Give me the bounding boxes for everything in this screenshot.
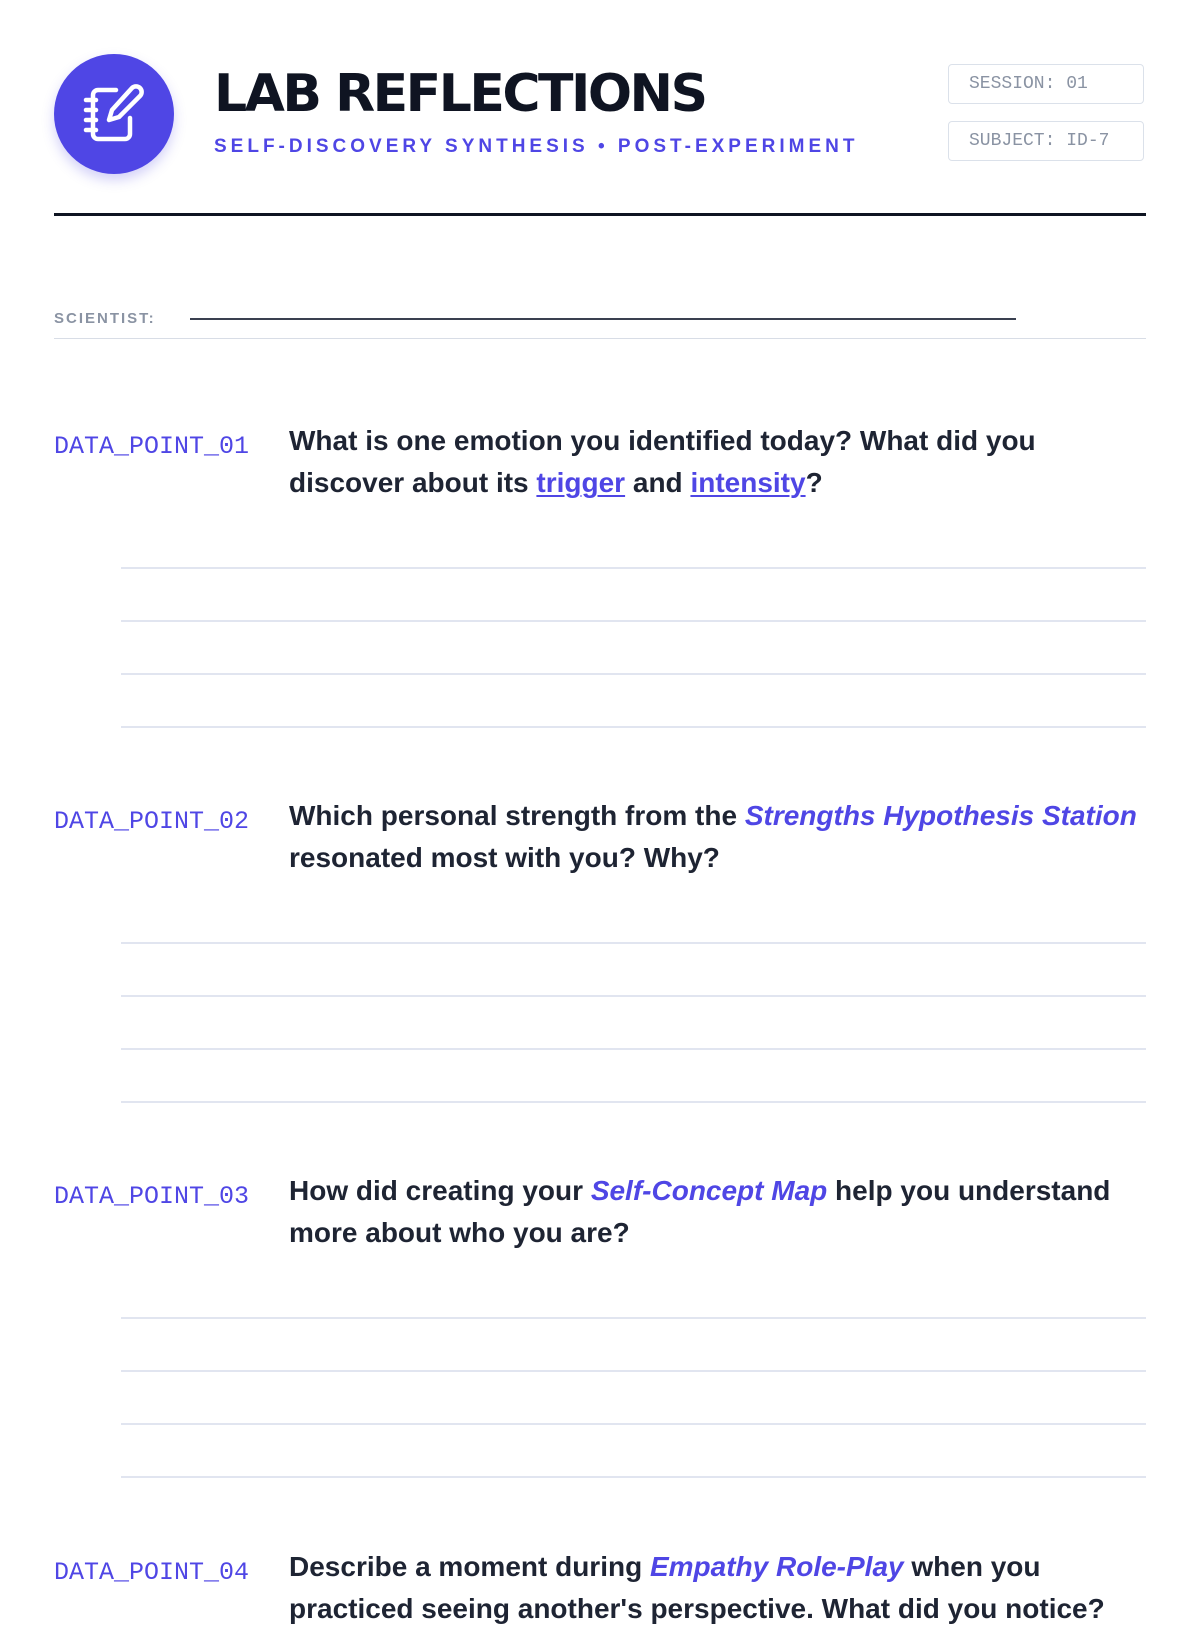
question-text-segment: Describe a moment during [289,1551,650,1582]
logo-badge [54,54,174,174]
answer-line[interactable] [121,567,1146,569]
activity-name: Strengths Hypothesis Station [744,800,1137,831]
header [54,54,1146,214]
answer-line[interactable] [121,1370,1146,1372]
answer-line[interactable] [121,1048,1146,1050]
page-title: LAB REFLECTIONS [214,64,706,124]
page-subtitle: SELF-DISCOVERY SYNTHESIS • POST-EXPERIMENT [214,136,859,157]
data-point-label: DATA_POINT_04 [54,1558,250,1587]
question-text-segment: ? [805,467,823,498]
question-text-segment: resonated most with you? Why? [289,842,720,873]
question-text [289,420,1146,504]
question-text-segment: when you practiced seeing another's perspective. What did you notice? [289,1551,1105,1624]
question-text [289,1546,1146,1630]
activity-name: Empathy Role-Play [649,1551,904,1582]
answer-line[interactable] [121,1423,1146,1425]
data-point-label: DATA_POINT_02 [54,807,250,836]
answer-line[interactable] [121,620,1146,622]
key-term: trigger [536,467,626,498]
data-point-label: DATA_POINT_01 [54,432,250,461]
scientist-label: SCIENTIST: [54,310,156,327]
subject-field[interactable]: SUBJECT: ID-7 [948,121,1144,161]
answer-line[interactable] [121,1476,1146,1478]
question-text-segment: What is one emotion you identified today? What did you discover about its [289,425,1036,498]
key-term: intensity [690,467,806,498]
question-text-segment: How did creating your [289,1175,591,1206]
question-text-segment: Which personal strength from the [289,800,745,831]
session-field[interactable]: SESSION: 01 [948,64,1144,104]
answer-line[interactable] [121,726,1146,728]
scientist-row [54,300,1146,339]
data-point-label: DATA_POINT_03 [54,1182,250,1211]
question-text [289,795,1146,879]
header-divider [54,213,1146,216]
question-text-segment: help you understand more about who you are? [289,1175,1111,1248]
answer-line[interactable] [121,673,1146,675]
scientist-name-line[interactable] [190,318,1016,320]
activity-name: Self-Concept Map [590,1175,828,1206]
answer-line[interactable] [121,995,1146,997]
question-text-segment: and [625,467,691,498]
notebook-pen-icon [82,82,146,146]
worksheet-page [54,0,1146,1624]
answer-line[interactable] [121,1317,1146,1319]
answer-line[interactable] [121,1101,1146,1103]
question-text [289,1170,1146,1254]
answer-line[interactable] [121,942,1146,944]
